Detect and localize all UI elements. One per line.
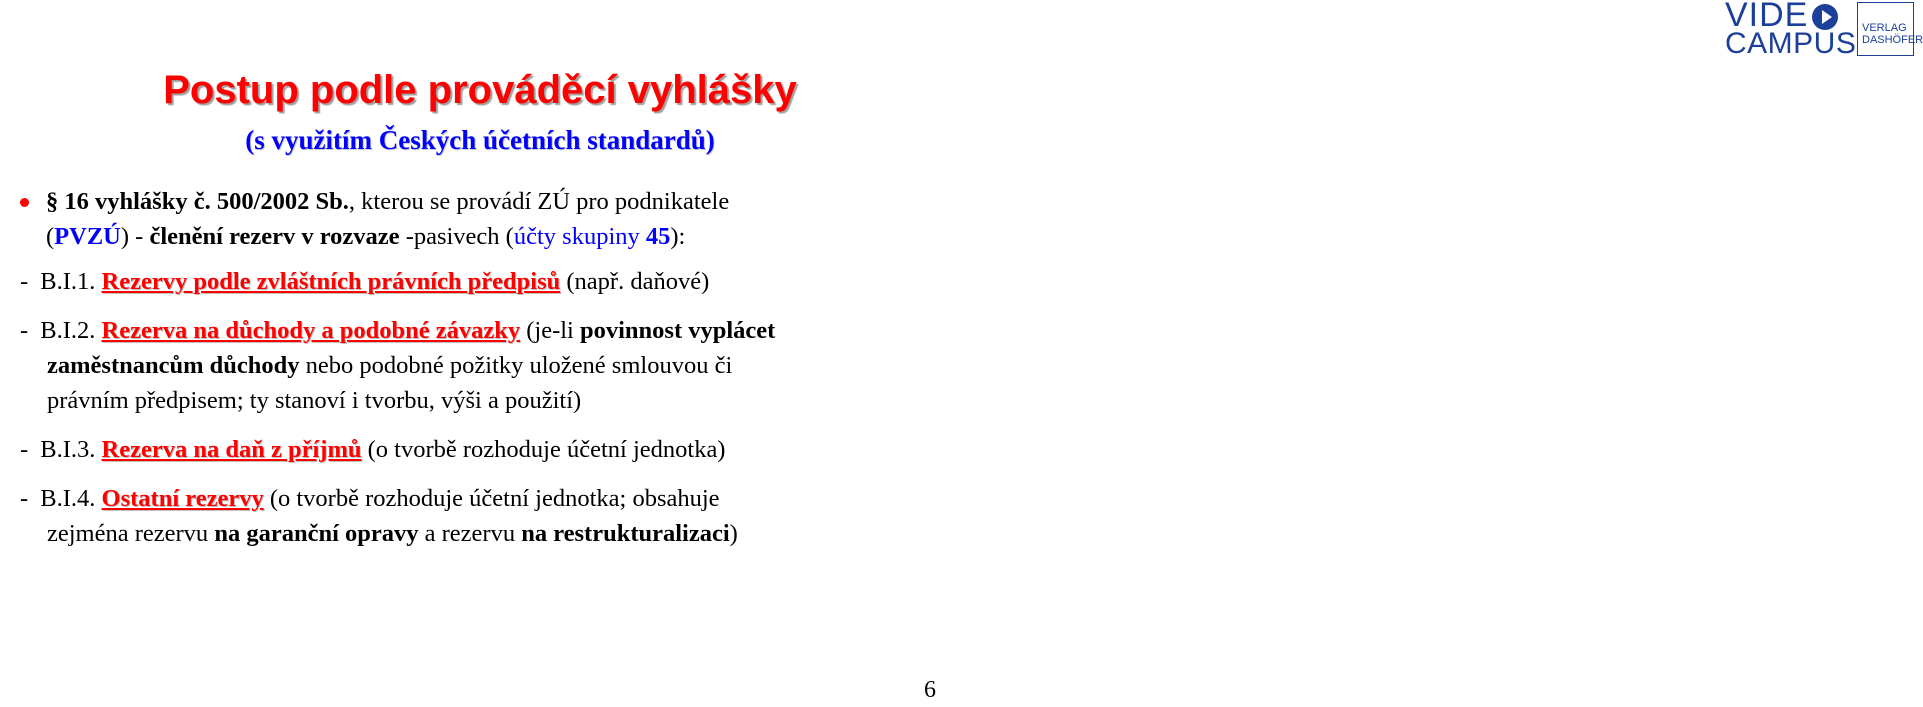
item-rest: (o tvorbě rozhoduje účetní jednotka; obsahuje (269, 485, 720, 512)
item-bold: na garanční opravy (214, 520, 419, 547)
item-heading: Rezervy podle zvláštních právních předpisů (101, 268, 561, 295)
page-number: 6 (924, 677, 936, 703)
item-heading: Rezerva na daň z příjmů (101, 436, 362, 463)
intro-sep: ) - (120, 223, 150, 250)
videocampus-logo-line2: CAMPUS (1725, 27, 1857, 60)
intro-text: , kterou se provádí ZÚ pro podnikatele (348, 188, 730, 215)
list-item-bi2 (20, 313, 945, 418)
item-code: B.I.1. (40, 268, 96, 295)
videocampus-logo-line1: VIDE (1725, 0, 1809, 34)
item-rest: nebo podobné požitky uložené smlouvou či (299, 352, 733, 379)
item-dash: - (20, 317, 29, 344)
item-rest: ) (729, 520, 738, 547)
list-item-bi1 (20, 264, 945, 299)
intro-pvzu: PVZÚ (54, 223, 121, 250)
item-rest: (je-li (526, 317, 580, 344)
item-continuation (20, 348, 945, 418)
intro-ucty: účty skupiny (513, 223, 646, 250)
item-bold: zaměstnancům důchody (47, 352, 300, 379)
item-code: B.I.2. (40, 317, 96, 344)
bullet-dot-icon (20, 198, 29, 207)
intro-pasiva: -pasivech ( (399, 223, 514, 250)
list-item-bi3 (20, 432, 945, 467)
intro-end: ): (670, 223, 686, 250)
intro-paren-open: ( (46, 223, 55, 250)
intro-45: 45 (645, 223, 671, 250)
item-dash: - (20, 485, 29, 512)
item-dash: - (20, 436, 29, 463)
item-dash: - (20, 268, 29, 295)
item-heading: Rezerva na důchody a podobné závazky (101, 317, 521, 344)
item-rest: (o tvorbě rozhoduje účetní jednotka) (367, 436, 726, 463)
slide-title: Postup podle prováděcí vyhlášky (163, 68, 797, 112)
item-heading: Ostatní rezervy (101, 485, 264, 512)
slide-subtitle: (s využitím Českých účetních standardů) (245, 125, 715, 155)
item-rest: a rezervu (418, 520, 522, 547)
item-continuation (20, 516, 945, 551)
item-code: B.I.4. (40, 485, 96, 512)
item-bold: na restrukturalizaci (521, 520, 730, 547)
item-rest: zejména rezervu (47, 520, 215, 547)
slide-body (20, 184, 945, 551)
item-bold: povinnost vyplácet (580, 317, 776, 344)
verlag-logo-line1: VERLAG (1862, 22, 1907, 34)
intro-rozvaha: členění rezerv v rozvaze (149, 223, 400, 250)
item-rest: (např. daňové) (566, 268, 710, 295)
verlag-logo-line2: DASHÖFER (1862, 34, 1923, 46)
list-item-bi4 (20, 481, 945, 551)
intro-bullet (20, 184, 945, 254)
verlag-dashofer-logo (1857, 2, 1923, 56)
videocampus-logo (1725, 0, 1857, 60)
item-rest: právním předpisem; ty stanoví i tvorbu, výši a použití) (47, 387, 582, 414)
item-code: B.I.3. (40, 436, 96, 463)
intro-legal-ref: § 16 vyhlášky č. 500/2002 Sb. (46, 188, 349, 215)
